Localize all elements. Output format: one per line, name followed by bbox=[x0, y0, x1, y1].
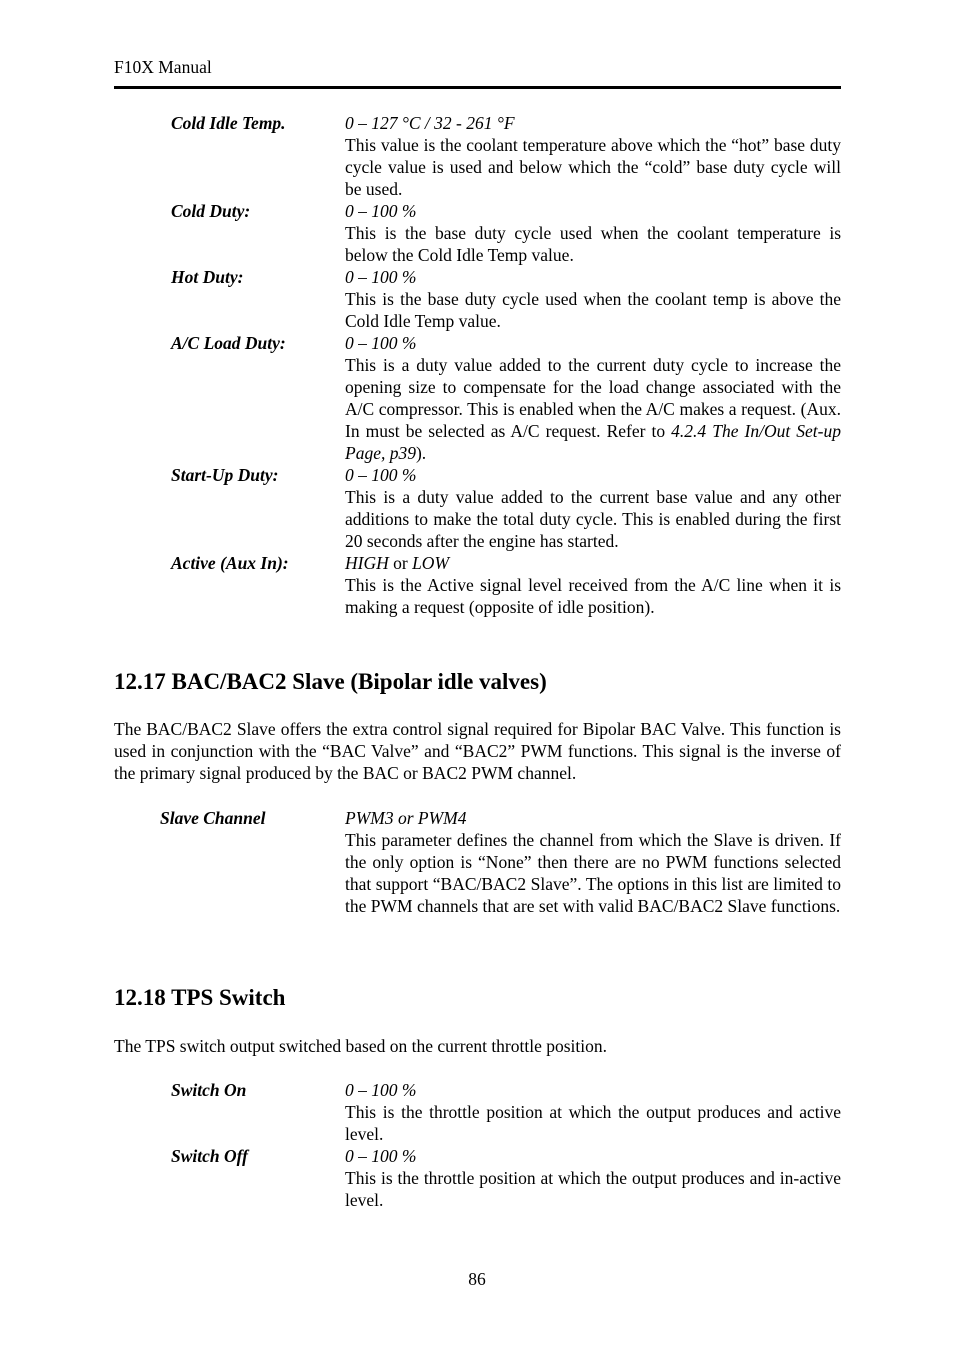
param-description: This value is the coolant temperature above which the “hot” base duty cycle value is used and below which the “cold” base duty cycle will be used. bbox=[345, 135, 841, 199]
param-start-up-duty bbox=[114, 464, 841, 552]
param-name: Slave Channel bbox=[160, 808, 266, 828]
param-name: Active (Aux In): bbox=[171, 553, 289, 573]
param-description: This is the base duty cycle used when the coolant temp is above the Cold Idle Temp value. bbox=[345, 289, 841, 331]
param-range: 0 – 127 °C / 32 - 261 °F bbox=[345, 113, 515, 133]
range-low: LOW bbox=[412, 553, 450, 573]
param-name: Start-Up Duty: bbox=[171, 465, 279, 485]
section-heading-bac-slave: 12.17 BAC/BAC2 Slave (Bipolar idle valves) bbox=[114, 669, 547, 694]
page-number: 86 bbox=[468, 1269, 486, 1289]
range-high: HIGH bbox=[345, 553, 389, 573]
bac-parameter-list bbox=[114, 807, 841, 917]
param-description: This is the throttle position at which the output produces and active level. bbox=[345, 1102, 841, 1144]
param-description: This is the throttle position at which the output produces and in-active level. bbox=[345, 1168, 841, 1210]
param-description bbox=[345, 354, 841, 464]
param-active-aux-in bbox=[114, 552, 841, 618]
param-ac-load-duty bbox=[114, 332, 841, 464]
section-heading-tps-switch: 12.18 TPS Switch bbox=[114, 985, 286, 1010]
param-switch-off bbox=[114, 1145, 841, 1211]
param-range: 0 – 100 % bbox=[345, 333, 417, 353]
param-description: This parameter defines the channel from which the Slave is driven. If the only option is “None” then there are no PWM functions selected that support “BAC/BAC2 Slave”. The options in this list are limited to the PWM channels that are set with valid BAC/BAC2 Slave functions. bbox=[345, 830, 841, 916]
param-name: A/C Load Duty: bbox=[171, 333, 286, 353]
param-description: This is a duty value added to the current base value and any other additions to make the total duty cycle. This is enabled during the first 20 seconds after the engine has started. bbox=[345, 487, 841, 551]
param-cold-idle-temp bbox=[114, 112, 841, 200]
param-range: 0 – 100 % bbox=[345, 1146, 417, 1166]
idle-parameter-list bbox=[114, 112, 841, 618]
param-range: 0 – 100 % bbox=[345, 465, 417, 485]
range-or: or bbox=[388, 553, 413, 573]
running-header: F10X Manual bbox=[114, 57, 212, 77]
param-slave-channel bbox=[114, 807, 841, 917]
param-range: 0 – 100 % bbox=[345, 201, 417, 221]
param-name: Hot Duty: bbox=[171, 267, 244, 287]
param-range: PWM3 or PWM4 bbox=[345, 808, 467, 828]
param-range: 0 – 100 % bbox=[345, 267, 417, 287]
cross-reference: 4.2.4 The In/Out Set-up Page, p39 bbox=[345, 421, 841, 463]
header-rule bbox=[114, 86, 841, 89]
param-range bbox=[345, 552, 841, 574]
param-range: 0 – 100 % bbox=[345, 1080, 417, 1100]
section-intro-bac-slave: The BAC/BAC2 Slave offers the extra control signal required for Bipolar BAC Valve. This function is used in conjunction with the “BAC Valve” and “BAC2” PWM functions. This signal is the inverse of the primary signal produced by the BAC or BAC2 PWM channel. bbox=[114, 719, 841, 783]
param-description: This is the Active signal level received from the A/C line when it is making a request (opposite of idle position). bbox=[345, 575, 841, 617]
param-description: This is the base duty cycle used when the coolant temperature is below the Cold Idle Temp value. bbox=[345, 223, 841, 265]
param-name: Cold Duty: bbox=[171, 201, 251, 221]
description-end: ). bbox=[415, 443, 427, 463]
param-cold-duty bbox=[114, 200, 841, 266]
param-hot-duty bbox=[114, 266, 841, 332]
param-name: Cold Idle Temp. bbox=[171, 113, 286, 133]
param-switch-on bbox=[114, 1079, 841, 1145]
section-intro-tps-switch: The TPS switch output switched based on the current throttle position. bbox=[114, 1036, 608, 1056]
param-name: Switch Off bbox=[171, 1146, 248, 1166]
param-name: Switch On bbox=[171, 1080, 247, 1100]
description-text: This is a duty value added to the current duty cycle to increase the opening size to compensate for the load change associated with the A/C compressor. This is enabled when the A/C makes a request. (Aux. In must be selected as A/C request. Refer to bbox=[345, 355, 841, 441]
tps-parameter-list bbox=[114, 1079, 841, 1211]
